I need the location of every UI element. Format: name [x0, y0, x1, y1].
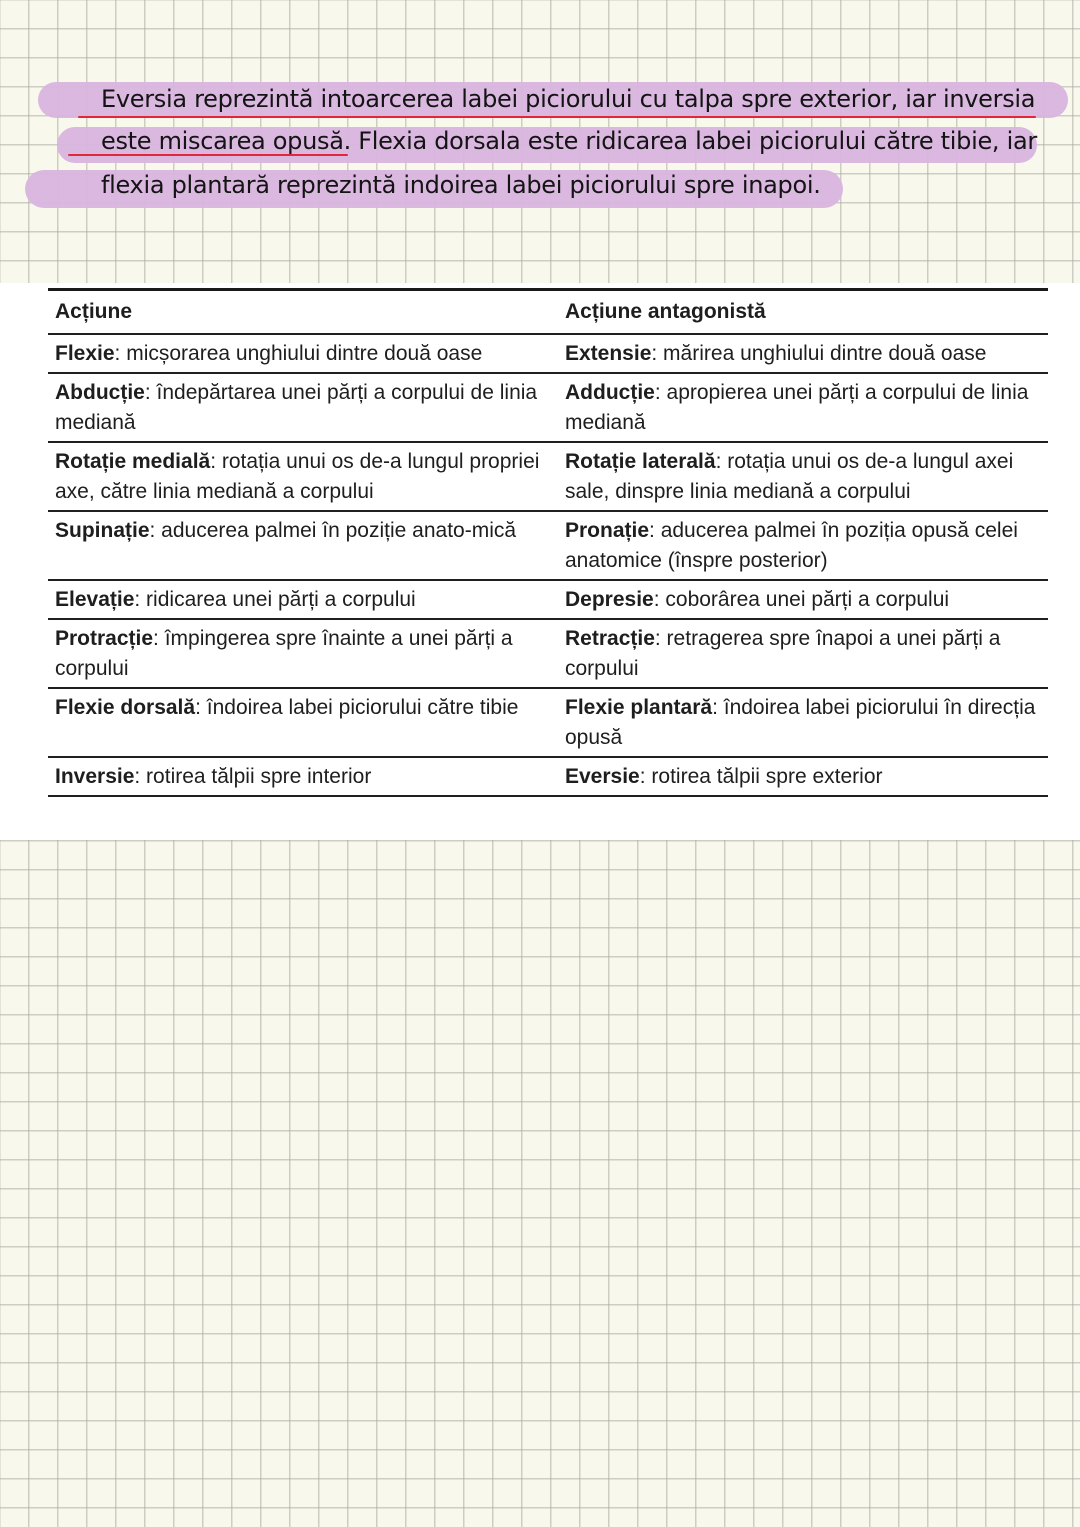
action-cell: [48, 693, 558, 753]
action-cell: [48, 447, 558, 507]
antagonist-term: Rotație laterală: [565, 450, 716, 473]
antagonist-term: Retracție: [565, 627, 655, 650]
antagonist-cell: [558, 693, 1048, 753]
action-term: Rotație medială: [55, 450, 211, 473]
action-cell: [48, 339, 558, 369]
antagonist-term: Extensie: [565, 342, 652, 365]
pasted-table-sheet: [0, 283, 1080, 840]
table-row: [48, 581, 1048, 620]
action-desc: : rotația unui os de-a lungul propriei axe, către linia mediană a corpului: [55, 450, 540, 503]
antagonist-cell: [558, 585, 1048, 615]
action-cell: [48, 516, 558, 576]
action-term: Elevație: [55, 588, 135, 611]
action-cell: [48, 585, 558, 615]
table-row: [48, 335, 1048, 374]
action-desc: : îndoirea labei piciorului către tibie: [195, 696, 519, 719]
antagonist-desc: : retragerea spre înapoi a unei părți a corpului: [565, 627, 1001, 680]
action-term: Inversie: [55, 765, 135, 788]
note-line-1: Eversia reprezintă intoarcerea labei piciorului cu talpa spre exterior, iar inversia: [101, 85, 1036, 113]
table-row: [48, 620, 1048, 689]
action-term: Abducție: [55, 381, 145, 404]
antagonist-desc: : mărirea unghiului dintre două oase: [651, 342, 987, 365]
table-row: [48, 443, 1048, 512]
action-desc: : aducerea palmei în poziție anato-mică: [149, 519, 517, 542]
handwritten-note: [0, 0, 1080, 230]
note-line-2: este miscarea opusă. Flexia dorsala este ridicarea labei piciorului către tibie, iar: [101, 127, 1037, 155]
antagonist-desc: : rotația unui os de-a lungul axei sale, dinspre linia mediană a corpului: [565, 450, 1014, 503]
antagonist-cell: [558, 624, 1048, 684]
antagonist-cell: [558, 447, 1048, 507]
note-line-3: flexia plantară reprezintă indoirea labei piciorului spre inapoi.: [101, 171, 821, 199]
antagonist-desc: : îndoirea labei piciorului în direcția opusă: [565, 696, 1036, 749]
antagonist-term: Pronație: [565, 519, 650, 542]
table-row: [48, 689, 1048, 758]
action-desc: : ridicarea unei părți a corpului: [134, 588, 416, 611]
action-term: Supinație: [55, 519, 150, 542]
antagonist-desc: : apropierea unei părți a corpului de linia mediană: [565, 381, 1029, 434]
action-desc: : împingerea spre înainte a unei părți a corpului: [55, 627, 513, 680]
action-cell: [48, 624, 558, 684]
action-cell: [48, 762, 558, 792]
table-row: [48, 758, 1048, 797]
antagonist-term: Depresie: [565, 588, 654, 611]
actions-table: [48, 288, 1048, 797]
table-row: [48, 512, 1048, 581]
action-cell: [48, 378, 558, 438]
action-desc: : micșorarea unghiului dintre două oase: [114, 342, 483, 365]
action-term: Flexie: [55, 342, 115, 365]
antagonist-desc: : coborârea unei părți a corpului: [653, 588, 950, 611]
antagonist-term: Adducție: [565, 381, 655, 404]
red-underline-1: [78, 116, 1036, 118]
antagonist-cell: [558, 378, 1048, 438]
table-row: [48, 374, 1048, 443]
action-desc: : rotirea tălpii spre interior: [134, 765, 372, 788]
action-term: Protracție: [55, 627, 154, 650]
antagonist-desc: : rotirea tălpii spre exterior: [639, 765, 883, 788]
action-desc: : îndepărtarea unei părți a corpului de linia mediană: [55, 381, 538, 434]
antagonist-cell: [558, 339, 1048, 369]
action-term: Flexie dorsală: [55, 696, 196, 719]
antagonist-cell: [558, 762, 1048, 792]
antagonist-cell: [558, 516, 1048, 576]
antagonist-term: Eversie: [565, 765, 640, 788]
table-header-row: [48, 288, 1048, 335]
antagonist-desc: : aducerea palmei în poziția opusă celei anatomice (înspre posterior): [565, 519, 1018, 572]
antagonist-term: Flexie plantară: [565, 696, 713, 719]
header-antagonist: Acțiune antagonistă: [565, 300, 766, 323]
header-action: Acțiune: [55, 300, 133, 323]
